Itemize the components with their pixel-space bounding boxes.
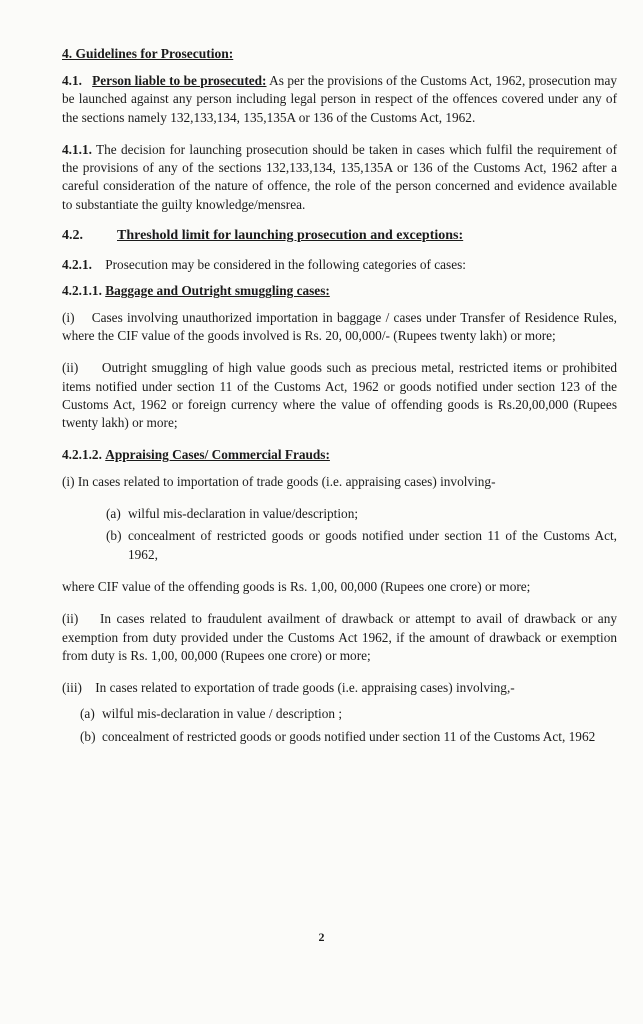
- clause-title: Threshold limit for launching prosecution and exceptions:: [117, 228, 464, 244]
- item-text: Cases involving unauthorized importation in baggage / cases under Transfer of Residence Rules, where the CIF value of the goods involved is Rs. 20, 00,000/- (Rupees twenty lakh) or more;: [62, 309, 617, 343]
- item-text: concealment of restricted goods or goods notified under section 11 of the Customs Act, 1962: [102, 728, 596, 744]
- list-item: [62, 610, 617, 665]
- clause-number: 4.2.1.2.: [62, 447, 102, 463]
- clause-number: 4.1.1.: [62, 141, 92, 157]
- sub-item: [62, 728, 617, 746]
- clause-title: Person liable to be prosecuted:: [92, 73, 267, 88]
- clause-text: Prosecution may be considered in the following categories of cases:: [105, 257, 466, 273]
- item-text: In cases related to exportation of trade goods (i.e. appraising cases) involving,-: [95, 680, 515, 696]
- clause-title: Appraising Cases/ Commercial Frauds:: [105, 447, 330, 463]
- item-label: (i): [62, 309, 75, 325]
- heading-4-2: [62, 228, 617, 244]
- list-tail: where CIF value of the offending goods is Rs. 1,00, 00,000 (Rupees one crore) or more;: [62, 578, 531, 594]
- clause-number: 4.1.: [62, 73, 82, 88]
- list-item: [62, 359, 617, 432]
- paragraph-4-2-1: [62, 256, 617, 274]
- item-label: (b): [80, 728, 96, 744]
- clause-number: 4.2.: [62, 228, 83, 244]
- list-item: [62, 679, 617, 697]
- item-text: wilful mis-declaration in value/description;: [128, 506, 359, 522]
- paragraph-4-1-1: [62, 141, 617, 214]
- list-item: [62, 309, 617, 346]
- sub-item: [62, 705, 617, 723]
- item-text: wilful mis-declaration in value / description ;: [102, 706, 343, 722]
- sub-item: [62, 527, 617, 564]
- list-item: (i) In cases related to importation of trade goods (i.e. appraising cases) involving-: [62, 473, 496, 489]
- item-label: (iii): [62, 680, 82, 696]
- sub-item: [62, 505, 617, 523]
- item-label: (ii): [62, 360, 79, 376]
- section-heading: 4. Guidelines for Prosecution:: [62, 46, 234, 61]
- heading-4-2-1-1: [62, 282, 617, 300]
- clause-text: The decision for launching prosecution should be taken in cases which fulfil the requirement of the provisions of any of the sections 132,133,134, 135,135A or 136 of the Customs Act, 1962 after a careful consideration of the nature of offence, the role of the person concerned and evidence available to substantiate the guilty knowledge/mensrea.: [62, 141, 617, 212]
- item-text: concealment of restricted goods or goods notified under section 11 of the Customs Act, 1962,: [128, 528, 617, 562]
- clause-number: 4.2.1.: [62, 257, 92, 273]
- item-text: In cases related to fraudulent availment of drawback or attempt to avail of drawback or any exemption from duty provided under the Customs Act 1962, if the amount of drawback or exemption from duty is Rs. 1,00, 00,000 (Rupees one crore) or more;: [62, 611, 618, 663]
- heading-4-2-1-2: [62, 446, 617, 464]
- item-label: (b): [106, 528, 122, 544]
- paragraph-4-1: [62, 72, 617, 127]
- page-number: 2: [318, 930, 325, 944]
- item-label: (ii): [62, 611, 79, 627]
- clause-number: 4.2.1.1.: [62, 283, 102, 299]
- item-label: (a): [106, 506, 121, 522]
- clause-text: As per the provisions of the Customs Act, 1962, prosecution may be launched against any person including legal person in respect of the offences covered under any of the sections namely 132,133,134, 135,135A or 136 of the Customs Act, 1962.: [62, 73, 617, 125]
- clause-title: Baggage and Outright smuggling cases:: [105, 283, 330, 299]
- item-text: Outright smuggling of high value goods such as precious metal, restricted items or prohibited items notified under section 11 of the Customs Act, 1962 or goods notified under section 123 of the Customs Act, 1962 or foreign currency where the value of offending goods is Rs.20,00,000 (Rupees twenty lakh) or more;: [62, 360, 618, 431]
- item-label: (a): [80, 706, 95, 722]
